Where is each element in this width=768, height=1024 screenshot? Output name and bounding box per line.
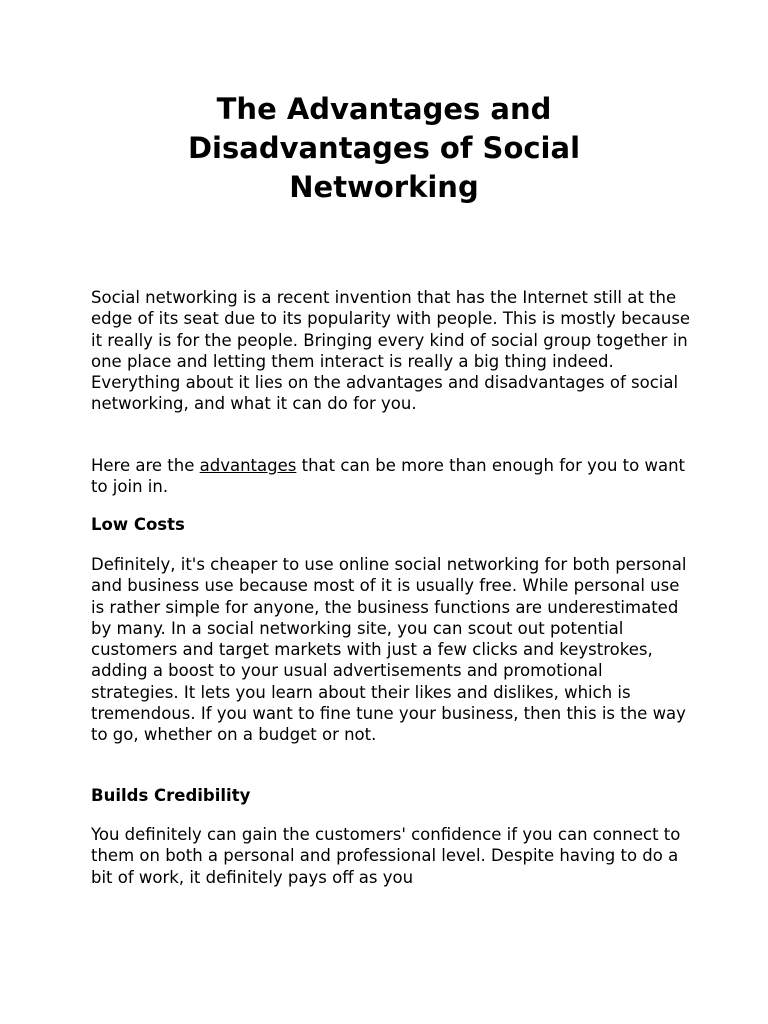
- section-heading-low-costs: Low Costs: [91, 515, 185, 534]
- advantages-intro-before: Here are the: [91, 456, 200, 475]
- section-heading-builds-credibility: Builds Credibility: [91, 786, 251, 805]
- document-title: The Advantages and Disadvantages of Social Networking: [187, 92, 581, 204]
- advantages-intro-paragraph: [91, 455, 691, 498]
- section-body-builds-credibility: You definitely can gain the customers' confidence if you can connect to them on both a personal and professional level. Despite having to do a bit of work, it definitely pays off as you: [91, 825, 681, 887]
- intro-paragraph: Social networking is a recent invention that has the Internet still at the edge of its seat due to its popularity with people. This is mostly because it really is for the people. Bringing every kind of social group together in one place and letting them interact is really a big thing indeed. Everything about it lies on the advantages and disadvantages of social networking, and what it can do for you.: [91, 288, 691, 414]
- advantages-link[interactable]: advantages: [199, 456, 297, 475]
- advantages-intro-after: that can be more than enough for you to want to join in.: [91, 456, 686, 497]
- section-body-low-costs: Definitely, it's cheaper to use online social networking for both personal and business use because most of it is usually free. While personal use is rather simple for anyone, the business functions are underestimated by many. In a social networking site, you can scout out potential customers and target markets with just a few clicks and keystrokes, adding a boost to your usual advertisements and promotional strategies. It lets you learn about their likes and dislikes, which is tremendous. If you want to fine tune your business, then this is the way to go, whether on a budget or not.: [91, 555, 687, 745]
